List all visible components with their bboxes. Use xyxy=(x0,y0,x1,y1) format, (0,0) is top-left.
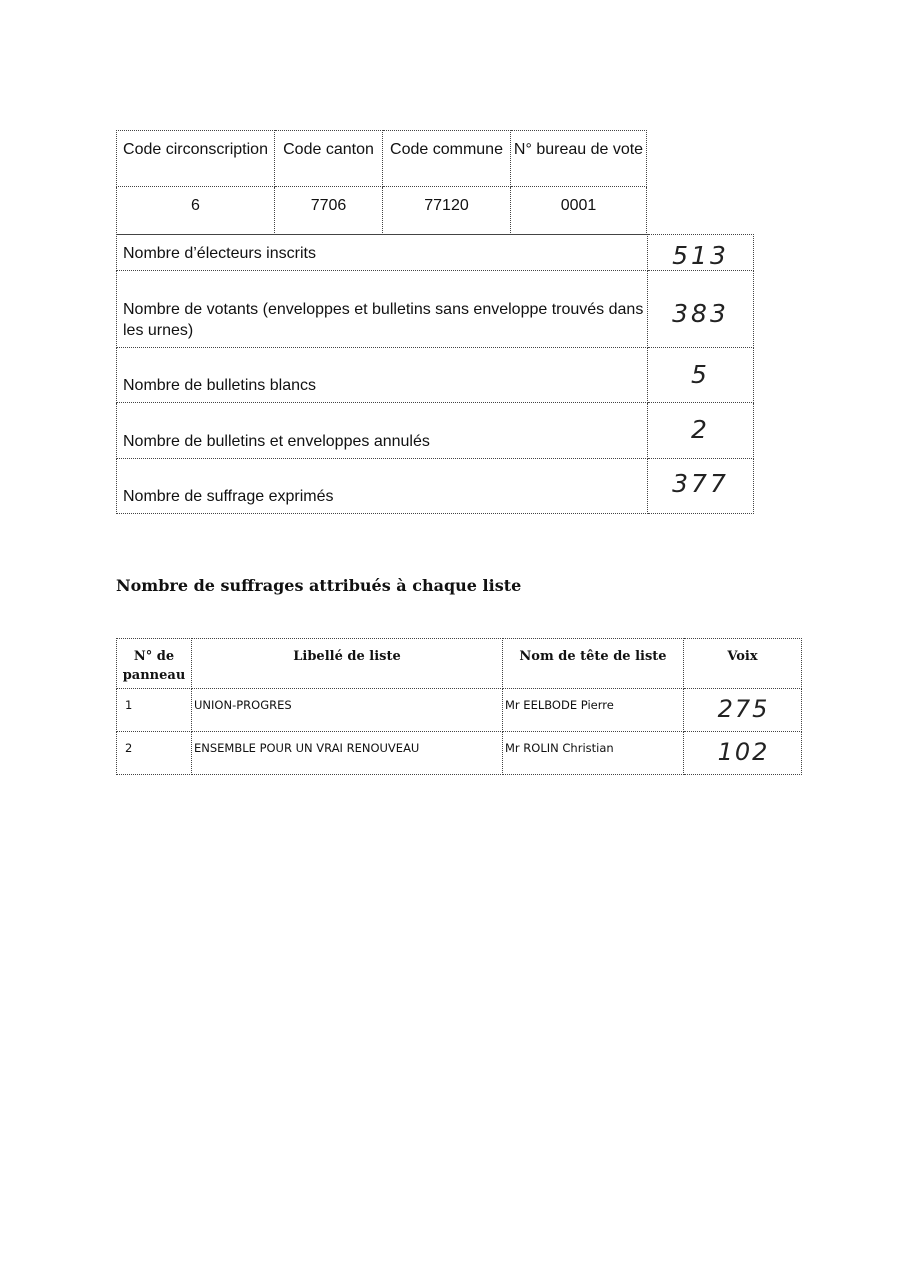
stat-label-exprimes: Nombre de suffrage exprimés xyxy=(117,459,648,514)
stat-label-votants: Nombre de votants (enveloppes et bulletins sans enveloppe trouvés dans les urnes) xyxy=(117,271,648,348)
value-commune: 77120 xyxy=(383,187,511,235)
section-title: Nombre de suffrages attribués à chaque liste xyxy=(116,576,522,595)
value-canton: 7706 xyxy=(275,187,383,235)
header-voix: Voix xyxy=(684,639,802,689)
codes-header-row xyxy=(117,131,647,187)
stat-label-inscrits: Nombre d’électeurs inscrits xyxy=(117,235,648,271)
stats-row xyxy=(117,235,754,271)
stat-value-votants: 383 xyxy=(648,271,754,348)
lists-table xyxy=(116,638,802,775)
row-panneau: 1 xyxy=(117,689,192,732)
row-tete: Mr EELBODE Pierre xyxy=(503,689,684,732)
row-libelle: UNION-PROGRES xyxy=(192,689,503,732)
table-row xyxy=(117,732,802,775)
row-panneau: 2 xyxy=(117,732,192,775)
lists-header-row xyxy=(117,639,802,689)
header-bureau: N° bureau de vote xyxy=(511,131,647,187)
row-voix: 102 xyxy=(684,732,802,775)
table-row xyxy=(117,689,802,732)
header-libelle: Libellé de liste xyxy=(192,639,503,689)
stat-label-annules: Nombre de bulletins et enveloppes annulés xyxy=(117,403,648,459)
row-voix: 275 xyxy=(684,689,802,732)
header-panneau: N° de panneau xyxy=(117,639,192,689)
stat-value-blancs: 5 xyxy=(648,348,754,403)
header-canton: Code canton xyxy=(275,131,383,187)
header-circonscription: Code circonscription xyxy=(117,131,275,187)
stat-value-annules: 2 xyxy=(648,403,754,459)
stats-row xyxy=(117,403,754,459)
stats-row xyxy=(117,271,754,348)
stats-table xyxy=(116,234,754,514)
value-bureau: 0001 xyxy=(511,187,647,235)
row-libelle: ENSEMBLE POUR UN VRAI RENOUVEAU xyxy=(192,732,503,775)
value-circonscription: 6 xyxy=(117,187,275,235)
header-tete: Nom de tête de liste xyxy=(503,639,684,689)
codes-value-row xyxy=(117,187,647,235)
codes-table xyxy=(116,130,647,235)
header-commune: Code commune xyxy=(383,131,511,187)
stat-label-blancs: Nombre de bulletins blancs xyxy=(117,348,648,403)
stats-row xyxy=(117,459,754,514)
stat-value-inscrits: 513 xyxy=(648,235,754,271)
stats-row xyxy=(117,348,754,403)
row-tete: Mr ROLIN Christian xyxy=(503,732,684,775)
stat-value-exprimes: 377 xyxy=(648,459,754,514)
